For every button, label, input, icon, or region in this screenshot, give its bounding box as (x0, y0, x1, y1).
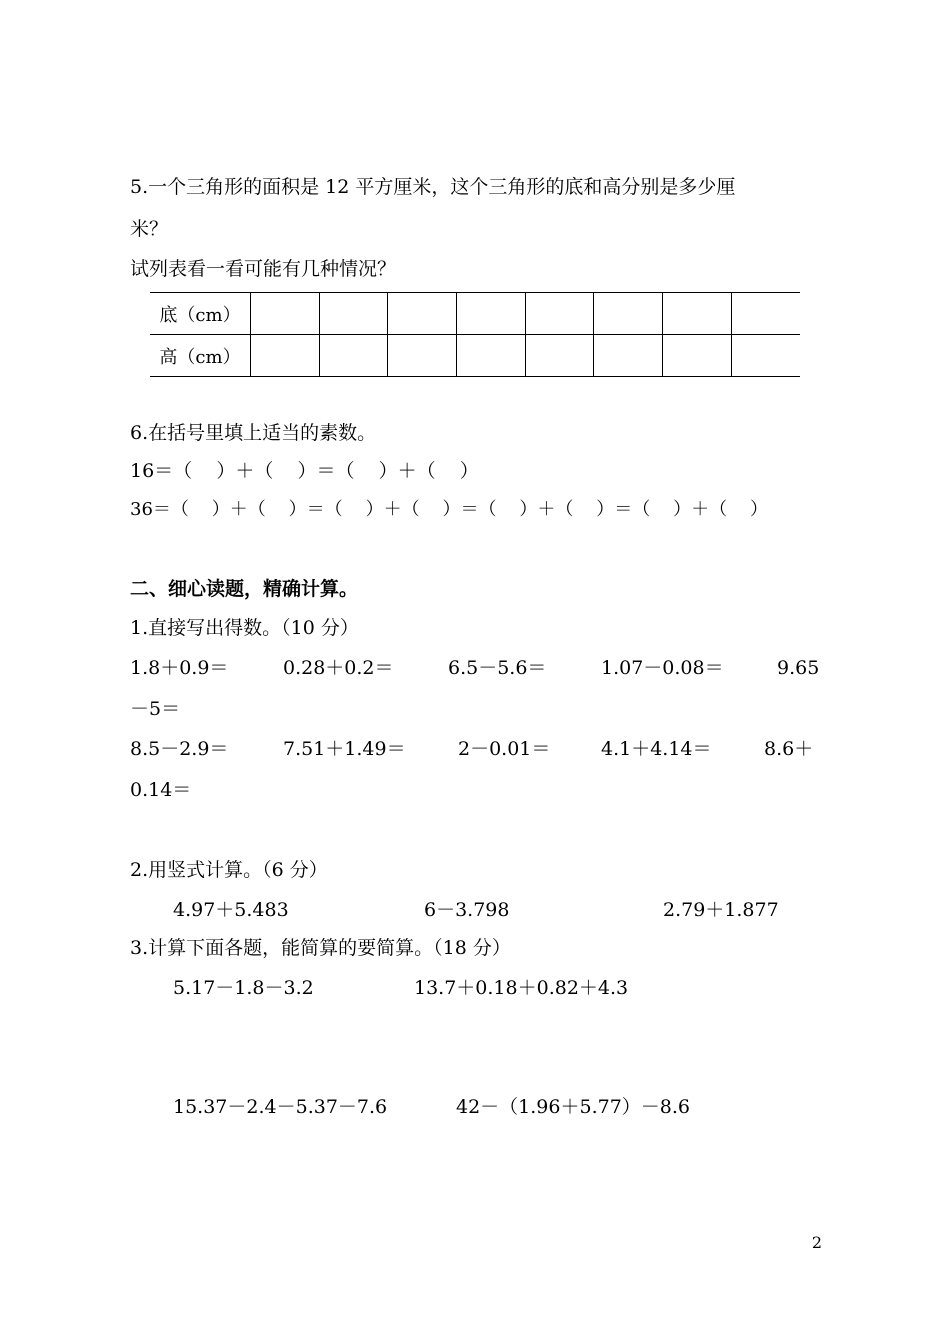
q2-title: 2.用竖式计算。（6 分） (130, 859, 328, 881)
table-cell[interactable] (731, 293, 800, 335)
q3-item: 42－（1.96＋5.77）－8.6 (456, 1096, 691, 1118)
q3-title: 3.计算下面各题，能简算的要简算。（18 分） (130, 937, 511, 959)
q2-item: 6－3.798 (424, 899, 510, 921)
table-cell[interactable] (457, 293, 526, 335)
section2-heading: 二、细心读题，精确计算。 (130, 578, 359, 600)
table-cell[interactable] (663, 293, 732, 335)
table-row (150, 293, 800, 335)
q1-item-wrap: 0.14＝ (130, 779, 192, 801)
table-row (150, 335, 800, 377)
q1-item: 9.65 (777, 657, 820, 679)
table-cell[interactable] (525, 335, 594, 377)
table-cell[interactable] (663, 335, 732, 377)
table-cell[interactable] (457, 335, 526, 377)
q5-line1: 5.一个三角形的面积是 12 平方厘米，这个三角形的底和高分别是多少厘 (130, 176, 736, 198)
table-cell[interactable] (251, 335, 320, 377)
table-cell[interactable] (525, 293, 594, 335)
q1-item: 1.8＋0.9＝ (130, 657, 229, 679)
q6-title: 6.在括号里填上适当的素数。 (130, 422, 377, 444)
q3-item: 15.37－2.4－5.37－7.6 (173, 1096, 388, 1118)
table-cell[interactable] (731, 335, 800, 377)
row-label-base: 底（cm） (150, 293, 251, 335)
table-cell[interactable] (319, 335, 388, 377)
q1-item: 7.51＋1.49＝ (283, 738, 406, 760)
table-cell[interactable] (594, 335, 663, 377)
q1-item-wrap: －5＝ (130, 698, 181, 720)
q1-item: 1.07－0.08＝ (601, 657, 724, 679)
q2-item: 4.97＋5.483 (173, 899, 289, 921)
q6-line1: 16＝（ ）＋（ ）＝（ ）＋（ ） (130, 460, 479, 482)
table-cell[interactable] (388, 293, 457, 335)
table-cell[interactable] (251, 293, 320, 335)
row-label-height: 高（cm） (150, 335, 251, 377)
q5-line3: 试列表看一看可能有几种情况？ (130, 258, 397, 280)
q1-item: 8.6＋ (764, 738, 814, 760)
q1-item: 8.5－2.9＝ (130, 738, 229, 760)
q5-line2: 米？ (130, 218, 169, 240)
table-cell[interactable] (319, 293, 388, 335)
q3-item: 13.7＋0.18＋0.82＋4.3 (414, 977, 629, 999)
table-cell[interactable] (594, 293, 663, 335)
q6-line2: 36＝（ ）＋（ ）＝（ ）＋（ ）＝（ ）＋（ ）＝（ ）＋（ ） (130, 499, 768, 520)
q1-item: 4.1＋4.14＝ (601, 738, 712, 760)
page-number: 2 (811, 1233, 822, 1252)
table-cell[interactable] (388, 335, 457, 377)
q2-item: 2.79＋1.877 (663, 899, 779, 921)
q1-item: 0.28＋0.2＝ (283, 657, 394, 679)
base-height-table (150, 292, 800, 377)
q1-title: 1.直接写出得数。（10 分） (130, 617, 359, 639)
q1-item: 6.5－5.6＝ (448, 657, 547, 679)
q1-item: 2－0.01＝ (458, 738, 551, 760)
q3-item: 5.17－1.8－3.2 (173, 977, 314, 999)
